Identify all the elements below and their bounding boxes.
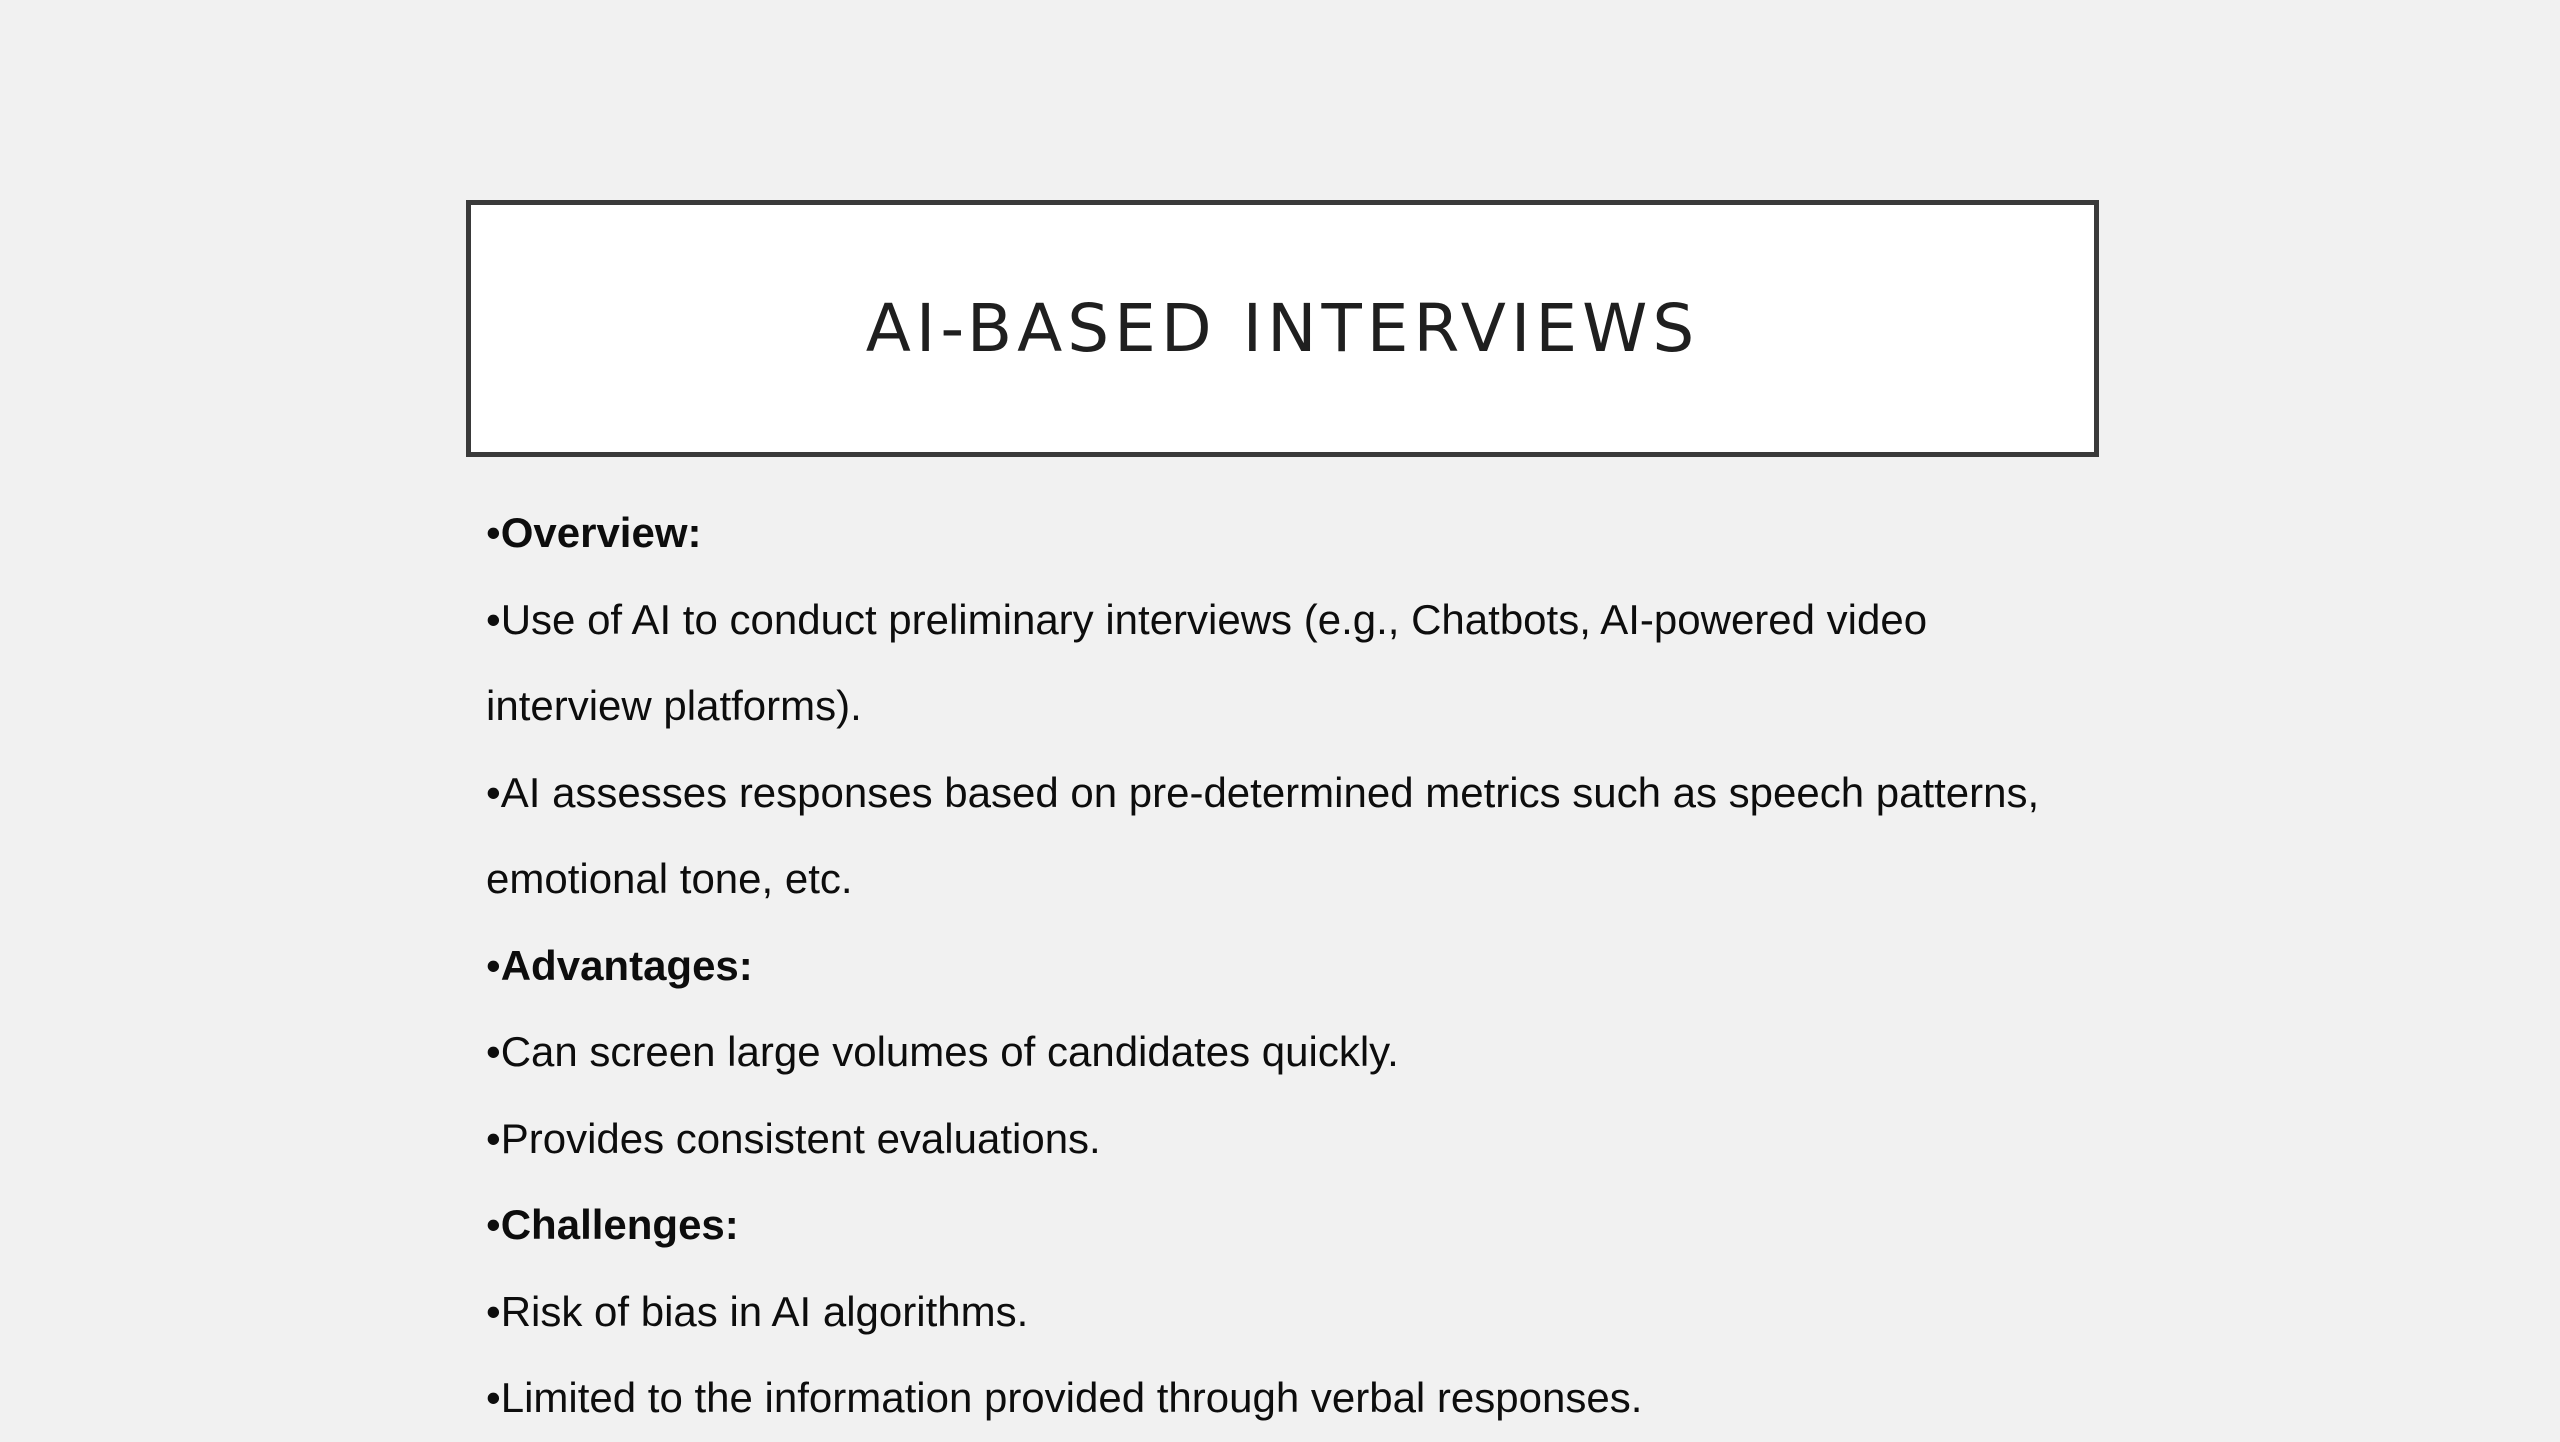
bullet-text: Use of AI to conduct preliminary interviews (e.g., Chatbots, AI-powered video [500,595,1928,643]
bullet-icon: • [486,1374,501,1421]
bullet-icon: • [486,1114,501,1162]
slide-body [486,490,2106,1442]
bullet-text: Can screen large volumes of candidates quickly. [500,1028,1399,1075]
section-heading-overview: Overview: [500,509,702,556]
bullet-line [486,577,2106,664]
bullet-text: AI assesses responses based on pre-determined metrics such as speech patterns, [500,768,2040,816]
bullet-line [486,1355,2106,1442]
bullet-text: Provides consistent evaluations. [500,1114,1101,1162]
bullet-text-continued: interview platforms). [486,682,862,729]
bullet-icon: • [486,1201,501,1248]
bullet-icon: • [486,1028,501,1075]
continuation-line [486,663,2106,750]
section-heading-challenges: Challenges: [500,1201,739,1248]
bullet-line [486,750,2106,837]
section-heading-advantages: Advantages: [500,941,753,989]
slide-title: AI-BASED INTERVIEWS [865,290,1700,367]
bullet-line [486,490,2106,577]
bullet-text: Risk of bias in AI algorithms. [500,1287,1029,1335]
bullet-icon: • [486,595,501,643]
continuation-line [486,836,2106,923]
bullet-icon: • [486,768,501,816]
bullet-line [486,1096,2106,1183]
bullet-line [486,1182,2106,1269]
bullet-text-continued: emotional tone, etc. [486,855,853,902]
bullet-icon: • [486,941,501,989]
title-box [466,200,2099,457]
bullet-line [486,1269,2106,1356]
bullet-line [486,1009,2106,1096]
bullet-text: Limited to the information provided through verbal responses. [500,1374,1643,1421]
bullet-line [486,923,2106,1010]
bullet-icon: • [486,509,501,556]
bullet-icon: • [486,1287,501,1335]
